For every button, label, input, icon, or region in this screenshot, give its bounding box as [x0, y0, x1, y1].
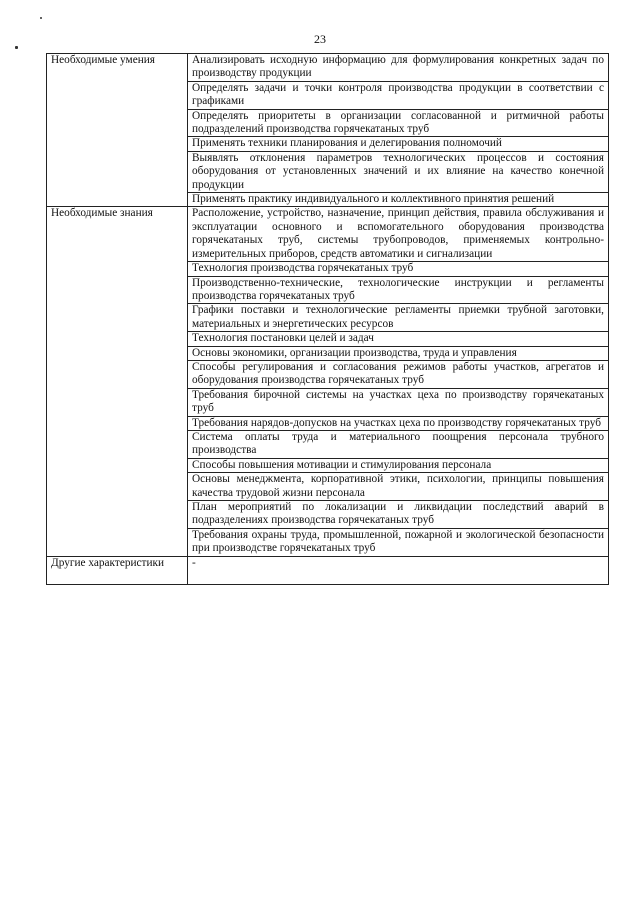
table-cell: Графики поставки и технологические регламенты приемки трубной заготовки, материальных и энергетических ресурсов — [188, 304, 609, 332]
table-cell: - — [188, 556, 609, 584]
section-label: Необходимые умения — [47, 54, 188, 207]
table-cell: Определять приоритеты в организации согласованной и ритмичной работы подразделений производства горячекатаных труб — [188, 109, 609, 137]
table-cell: Система оплаты труда и материального поощрения персонала трубного производства — [188, 430, 609, 458]
table-cell: Применять техники планирования и делегирования полномочий — [188, 137, 609, 151]
table-row — [47, 207, 609, 262]
table-cell: Технология постановки целей и задач — [188, 332, 609, 346]
table-cell: Требования бирочной системы на участках цеха по производству горячекатаных труб — [188, 388, 609, 416]
table-cell: Применять практику индивидуального и коллективного принятия решений — [188, 193, 609, 207]
table-cell: Производственно-технические, технологические инструкции и регламенты производства горячекатаных труб — [188, 276, 609, 304]
table-cell: Способы повышения мотивации и стимулирования персонала — [188, 458, 609, 472]
table-cell: Расположение, устройство, назначение, принцип действия, правила обслуживания и эксплуатации основного и вспомогательного оборудования производства горячекатаных труб, системы трубопроводов, применяемых контрольно-измерительных приборов, средств автоматики и сигнализации — [188, 207, 609, 262]
table-cell: Технология производства горячекатаных труб — [188, 262, 609, 276]
table-cell: Требования охраны труда, промышленной, пожарной и экологической безопасности при производстве горячекатаных труб — [188, 528, 609, 556]
table-cell: Требования нарядов-допусков на участках цеха по производству горячекатаных труб — [188, 416, 609, 430]
table-cell: Анализировать исходную информацию для формулирования конкретных задач по производству продукции — [188, 54, 609, 82]
characteristics-table — [46, 53, 609, 585]
section-label: Другие характеристики — [47, 556, 188, 584]
table-cell: Определять задачи и точки контроля производства продукции в соответствии с графиками — [188, 81, 609, 109]
table-cell: Выявлять отклонения параметров технологических процессов и состояния оборудования от установленных значений и их влияние на качество конечной продукции — [188, 151, 609, 192]
table-row — [47, 54, 609, 82]
table-cell: План мероприятий по локализации и ликвидации последствий аварий в подразделениях производства горячекатаных труб — [188, 501, 609, 529]
section-label: Необходимые знания — [47, 207, 188, 556]
table-cell: Способы регулирования и согласования режимов работы участков, агрегатов и оборудования производства горячекатаных труб — [188, 360, 609, 388]
table-cell: Основы экономики, организации производства, труда и управления — [188, 346, 609, 360]
table-cell: Основы менеджмента, корпоративной этики, психологии, принципы повышения качества трудовой жизни персонала — [188, 473, 609, 501]
scan-speck — [40, 17, 42, 19]
table-row — [47, 556, 609, 584]
page-number: 23 — [314, 32, 326, 46]
